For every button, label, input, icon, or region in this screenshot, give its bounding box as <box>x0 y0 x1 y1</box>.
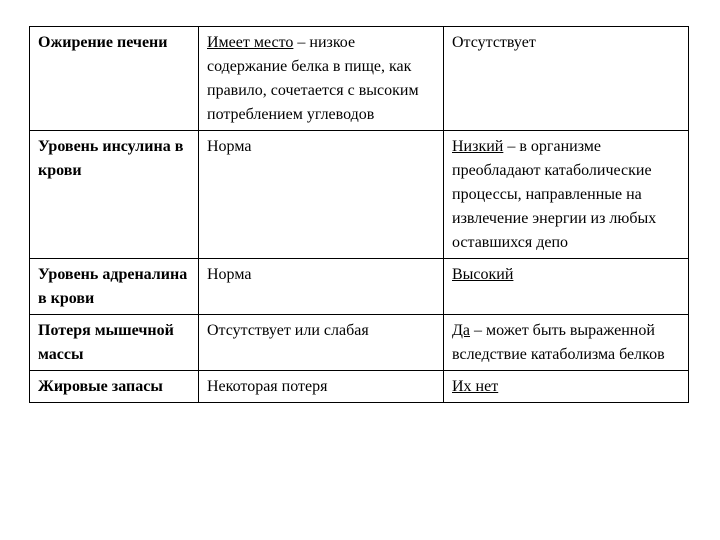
table-row <box>30 27 689 131</box>
cell-text: – в организме преобладают катаболические процессы, направленные на извлечение энергии из любых оставшихся депо <box>452 138 657 251</box>
value-cell <box>199 27 444 131</box>
value-cell <box>444 315 689 371</box>
underlined-text: Их нет <box>452 378 499 395</box>
table-row <box>30 131 689 259</box>
value-cell <box>199 315 444 371</box>
cell-text: Норма <box>207 266 252 283</box>
table-row <box>30 315 689 371</box>
value-cell <box>199 259 444 315</box>
row-label-cell <box>30 371 199 403</box>
row-label: Жировые запасы <box>38 378 163 395</box>
row-label: Уровень инсулина в крови <box>38 138 184 179</box>
cell-text: Норма <box>207 138 252 155</box>
underlined-text: Низкий <box>452 138 504 155</box>
value-cell <box>199 131 444 259</box>
value-cell <box>199 371 444 403</box>
row-label-cell <box>30 131 199 259</box>
value-cell <box>444 131 689 259</box>
row-label: Уровень адреналина в крови <box>38 266 188 307</box>
value-cell <box>444 371 689 403</box>
cell-text: – низкое содержание белка в пище, как правило, сочетается с высоким потреблением углеводов <box>207 34 419 123</box>
row-label-cell <box>30 315 199 371</box>
cell-text: Отсутствует или слабая <box>207 322 369 339</box>
underlined-text: Да <box>452 322 471 339</box>
cell-text: Некоторая потеря <box>207 378 328 395</box>
comparison-table <box>29 26 689 403</box>
cell-text: Отсутствует <box>452 34 536 51</box>
underlined-text: Высокий <box>452 266 514 283</box>
row-label: Потеря мышечной массы <box>38 322 174 363</box>
row-label-cell <box>30 27 199 131</box>
cell-text: – может быть выраженной вследствие катаболизма белков <box>452 322 665 363</box>
value-cell <box>444 27 689 131</box>
table-row <box>30 259 689 315</box>
value-cell <box>444 259 689 315</box>
row-label: Ожирение печени <box>38 34 168 51</box>
table-row <box>30 371 689 403</box>
row-label-cell <box>30 259 199 315</box>
underlined-text: Имеет место <box>207 34 294 51</box>
